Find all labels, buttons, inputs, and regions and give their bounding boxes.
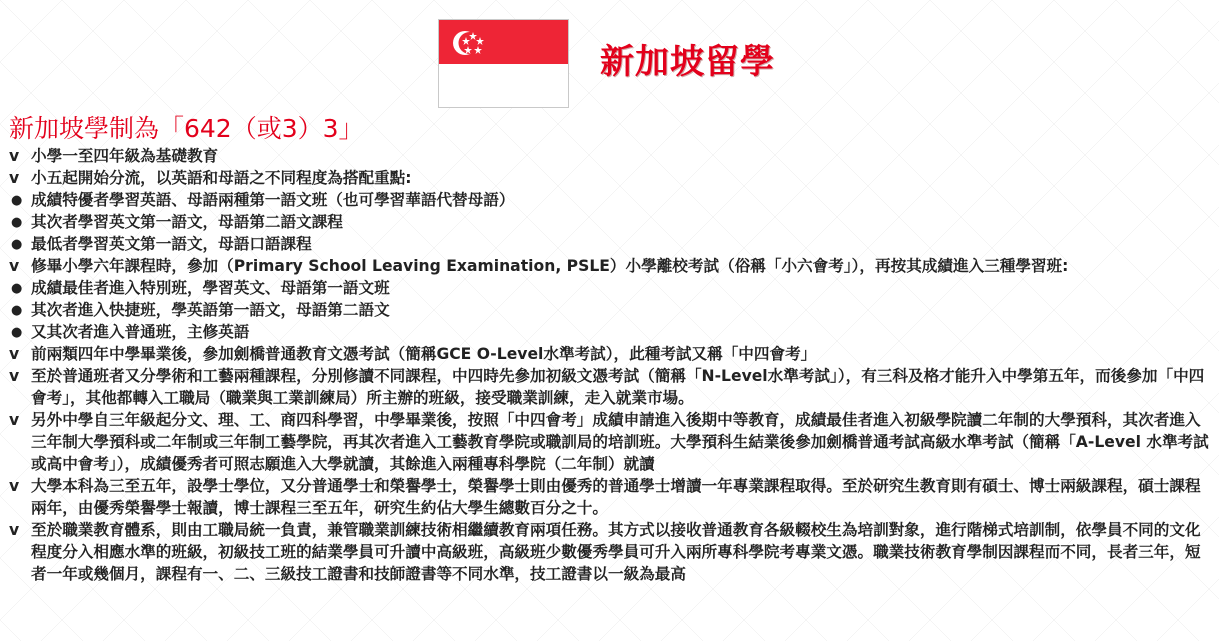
round-bullet: ● (11, 325, 23, 340)
list-item-text: 至於普通班者又分學術和工藝兩種課程，分別修讀不同課程，中四時先參加初級文憑考試（簡稱「N-Level水準考試」），有三科及格才能升入中學第五年，而後參加「中四會考」，其他都轉入工職局（職業與工業訓練局）所主辦的班級，接受職業訓練，走入就業市場。 (31, 367, 1205, 407)
section-heading: 新加坡學制為「642（或3）3」 (9, 114, 364, 143)
v-bullet: v (9, 411, 20, 429)
singapore-flag-icon (438, 19, 569, 108)
crescent-stars-icon (449, 25, 493, 61)
list-item (9, 409, 1214, 475)
v-bullet: v (9, 257, 20, 275)
list-item-text: 成績最佳者進入特別班，學習英文、母語第一語文班 (31, 279, 390, 297)
list-item (9, 299, 1214, 321)
page-title: 新加坡留學 (600, 42, 775, 82)
round-bullet: ● (11, 237, 23, 252)
round-bullet: ● (11, 215, 23, 230)
list-item (9, 211, 1214, 233)
list-item (9, 189, 1214, 211)
list-item (9, 277, 1214, 299)
list-item (9, 233, 1214, 255)
list-item-text: 成績特優者學習英語、母語兩種第一語文班（也可學習華語代替母語） (31, 191, 515, 209)
list-item (9, 255, 1214, 277)
list-item (9, 343, 1214, 365)
round-bullet: ● (11, 281, 23, 296)
list-item (9, 321, 1214, 343)
v-bullet: v (9, 521, 20, 539)
list-item-text: 又其次者進入普通班，主修英語 (31, 323, 250, 341)
list-item-text: 大學本科為三至五年，設學士學位，又分普通學士和榮譽學士，榮譽學士則由優秀的普通學士增讀一年專業課程取得。至於研究生教育則有碩士、博士兩級課程，碩士課程兩年，由優秀榮譽學士報讀，博士課程三至五年，研究生約佔大學生總數百分之十。 (31, 477, 1201, 517)
list-item-text: 其次者進入快捷班，學英語第一語文，母語第二語文 (31, 301, 390, 319)
list-item (9, 365, 1214, 409)
list-item (9, 475, 1214, 519)
v-bullet: v (9, 345, 20, 363)
list-item-text: 小學一至四年級為基礎教育 (31, 147, 219, 165)
list-item (9, 167, 1214, 189)
v-bullet: v (9, 477, 20, 495)
list-item-text: 其次者學習英文第一語文，母語第二語文課程 (31, 213, 343, 231)
list-item (9, 519, 1214, 585)
flag-white-band (439, 64, 568, 108)
list-item-text: 最低者學習英文第一語文，母語口語課程 (31, 235, 312, 253)
list-item-text: 至於職業教育體系，則由工職局統一負責，兼管職業訓練技術相繼續教育兩項任務。其方式以接收普通教育各級輟校生為培訓對象，進行階梯式培訓制，依學員不同的文化程度分入相應水準的班級，初級技工班的結業學員可升讀中高級班，高級班少數優秀學員可升入兩所專科學院考專業文憑。職業技術教育學制因課程而不同，長者三年，短者一年或幾個月，課程有一、二、三級技工證書和技師證書等不同水準，技工證書以一級為最高 (31, 521, 1201, 583)
list-item (9, 145, 1214, 167)
v-bullet: v (9, 147, 20, 165)
round-bullet: ● (11, 303, 23, 318)
list-item-text: 小五起開始分流，以英語和母語之不同程度為搭配重點: (31, 169, 412, 187)
v-bullet: v (9, 169, 20, 187)
list-item-text: 修畢小學六年課程時，參加（Primary School Leaving Examination, PSLE）小學離校考試（俗稱「小六會考」），再按其成績進入三種學習班: (31, 257, 1069, 275)
round-bullet: ● (11, 193, 23, 208)
v-bullet: v (9, 367, 20, 385)
content-list (9, 145, 1214, 585)
list-item-text: 前兩類四年中學畢業後，參加劍橋普通教育文憑考試（簡稱GCE O-Level水準考試），此種考試又稱「中四會考」 (31, 345, 817, 363)
list-item-text: 另外中學自三年級起分文、理、工、商四科學習，中學畢業後，按照「中四會考」成績申請進入後期中等教育，成績最佳者進入初級學院讀二年制的大學預科，其次者進入三年制大學預科或二年制或三年制工藝學院，再其次者進入工藝教育學院或職訓局的培訓班。大學預科生結業後參加劍橋普通考試高級水準考試（簡稱「A-Level 水準考試或高中會考」），成績優秀者可照志願進入大學就讀，其餘進入兩種專科學院（二年制）就讀 (31, 411, 1209, 473)
